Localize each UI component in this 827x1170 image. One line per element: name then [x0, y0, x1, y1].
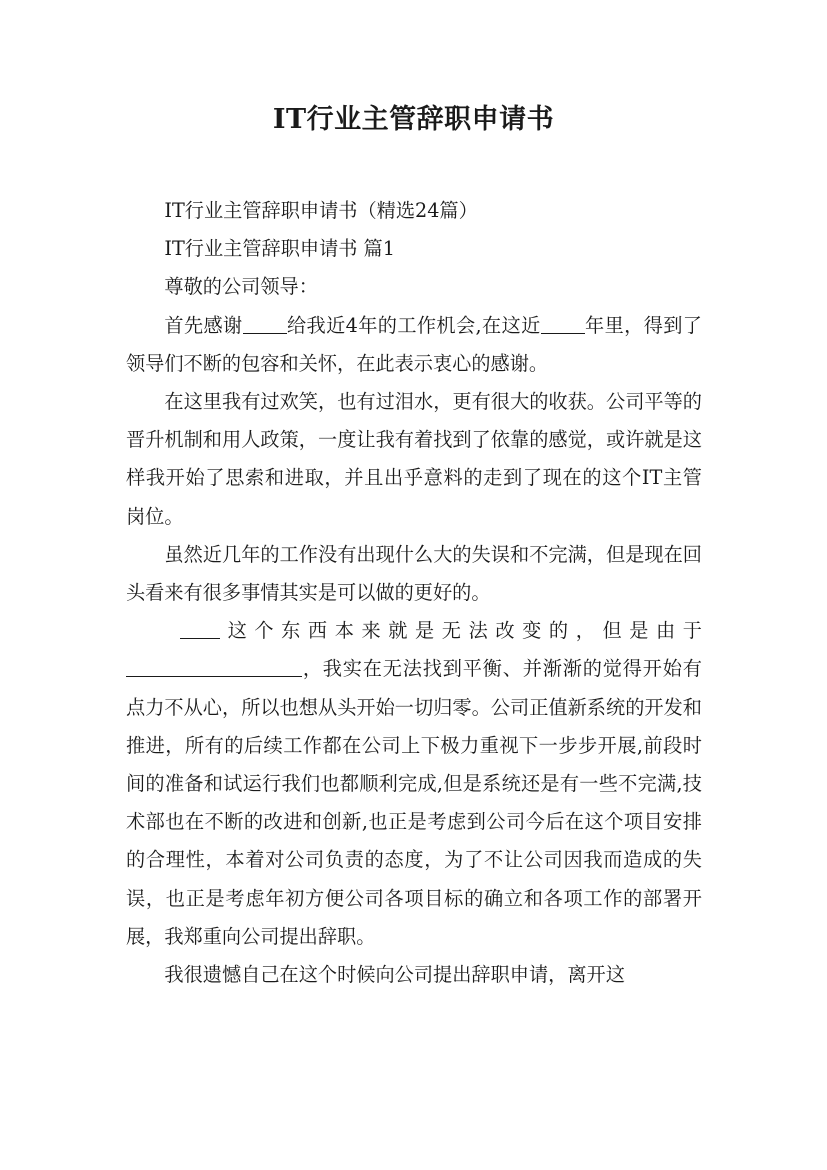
paragraph-regret: 我很遗憾自己在这个时候向公司提出辞职申请，离开这: [164, 963, 625, 987]
paragraph-thanks: [126, 307, 702, 383]
paragraph-experience: 在这里我有过欢笑，也有过泪水，更有很大的收获。公司平等的晋升机制和用人政策，一度让我有着找到了依靠的感觉，或许就是这样我开始了思索和进取，并且出乎意料的走到了现在的这个IT主管岗位。: [126, 390, 702, 528]
paragraph-reason: [126, 650, 702, 956]
thanks-text-3: 年里，得到了领导们不断的包容和关怀，在此表示衷心的感谢。: [126, 313, 702, 375]
fill-in-blank: [541, 312, 585, 333]
reason-text-2: ，我实在无法找到平衡、并渐渐的觉得开始有点力不从心，所以也想从头开始一切归零。公司正值新系统的开发和推进，所有的后续工作都在公司上下极力重视下一步步开展,前段时间的准备和试运行我们也都顺利完成,但是系统还是有一些不完满,技术部也在不断的改进和创新,也正是考虑到公司今后在这个项目安排的合理性，本着对公司负责的态度，为了不让公司因我而造成的失误，也正是考虑年初方便公司各项目标的确立和各项工作的部署开展，我郑重向公司提出辞职。: [126, 657, 702, 948]
fill-in-blank: [180, 618, 220, 639]
subtitle-paragraph: IT行业主管辞职申请书（精选24篇）: [164, 199, 478, 222]
fill-in-blank-long: [126, 656, 302, 677]
paragraph-reflection: 虽然近几年的工作没有出现什么大的失误和不完满，但是现在回头看来有很多事情其实是可以做的更好的。: [126, 542, 702, 605]
thanks-text-2: 给我近4年的工作机会,在这近: [286, 313, 541, 337]
reason-text-1: 这个东西本来就是无法改变的，但是由于: [220, 619, 702, 643]
paragraph-reason-line1: [126, 612, 702, 650]
section-heading: IT行业主管辞职申请书 篇1: [164, 237, 395, 261]
document-title: IT行业主管辞职申请书: [272, 104, 555, 135]
fill-in-blank: [243, 312, 287, 333]
salutation: 尊敬的公司领导：: [164, 275, 318, 299]
document-body: [126, 192, 702, 994]
thanks-text-1: 首先感谢: [164, 313, 243, 337]
